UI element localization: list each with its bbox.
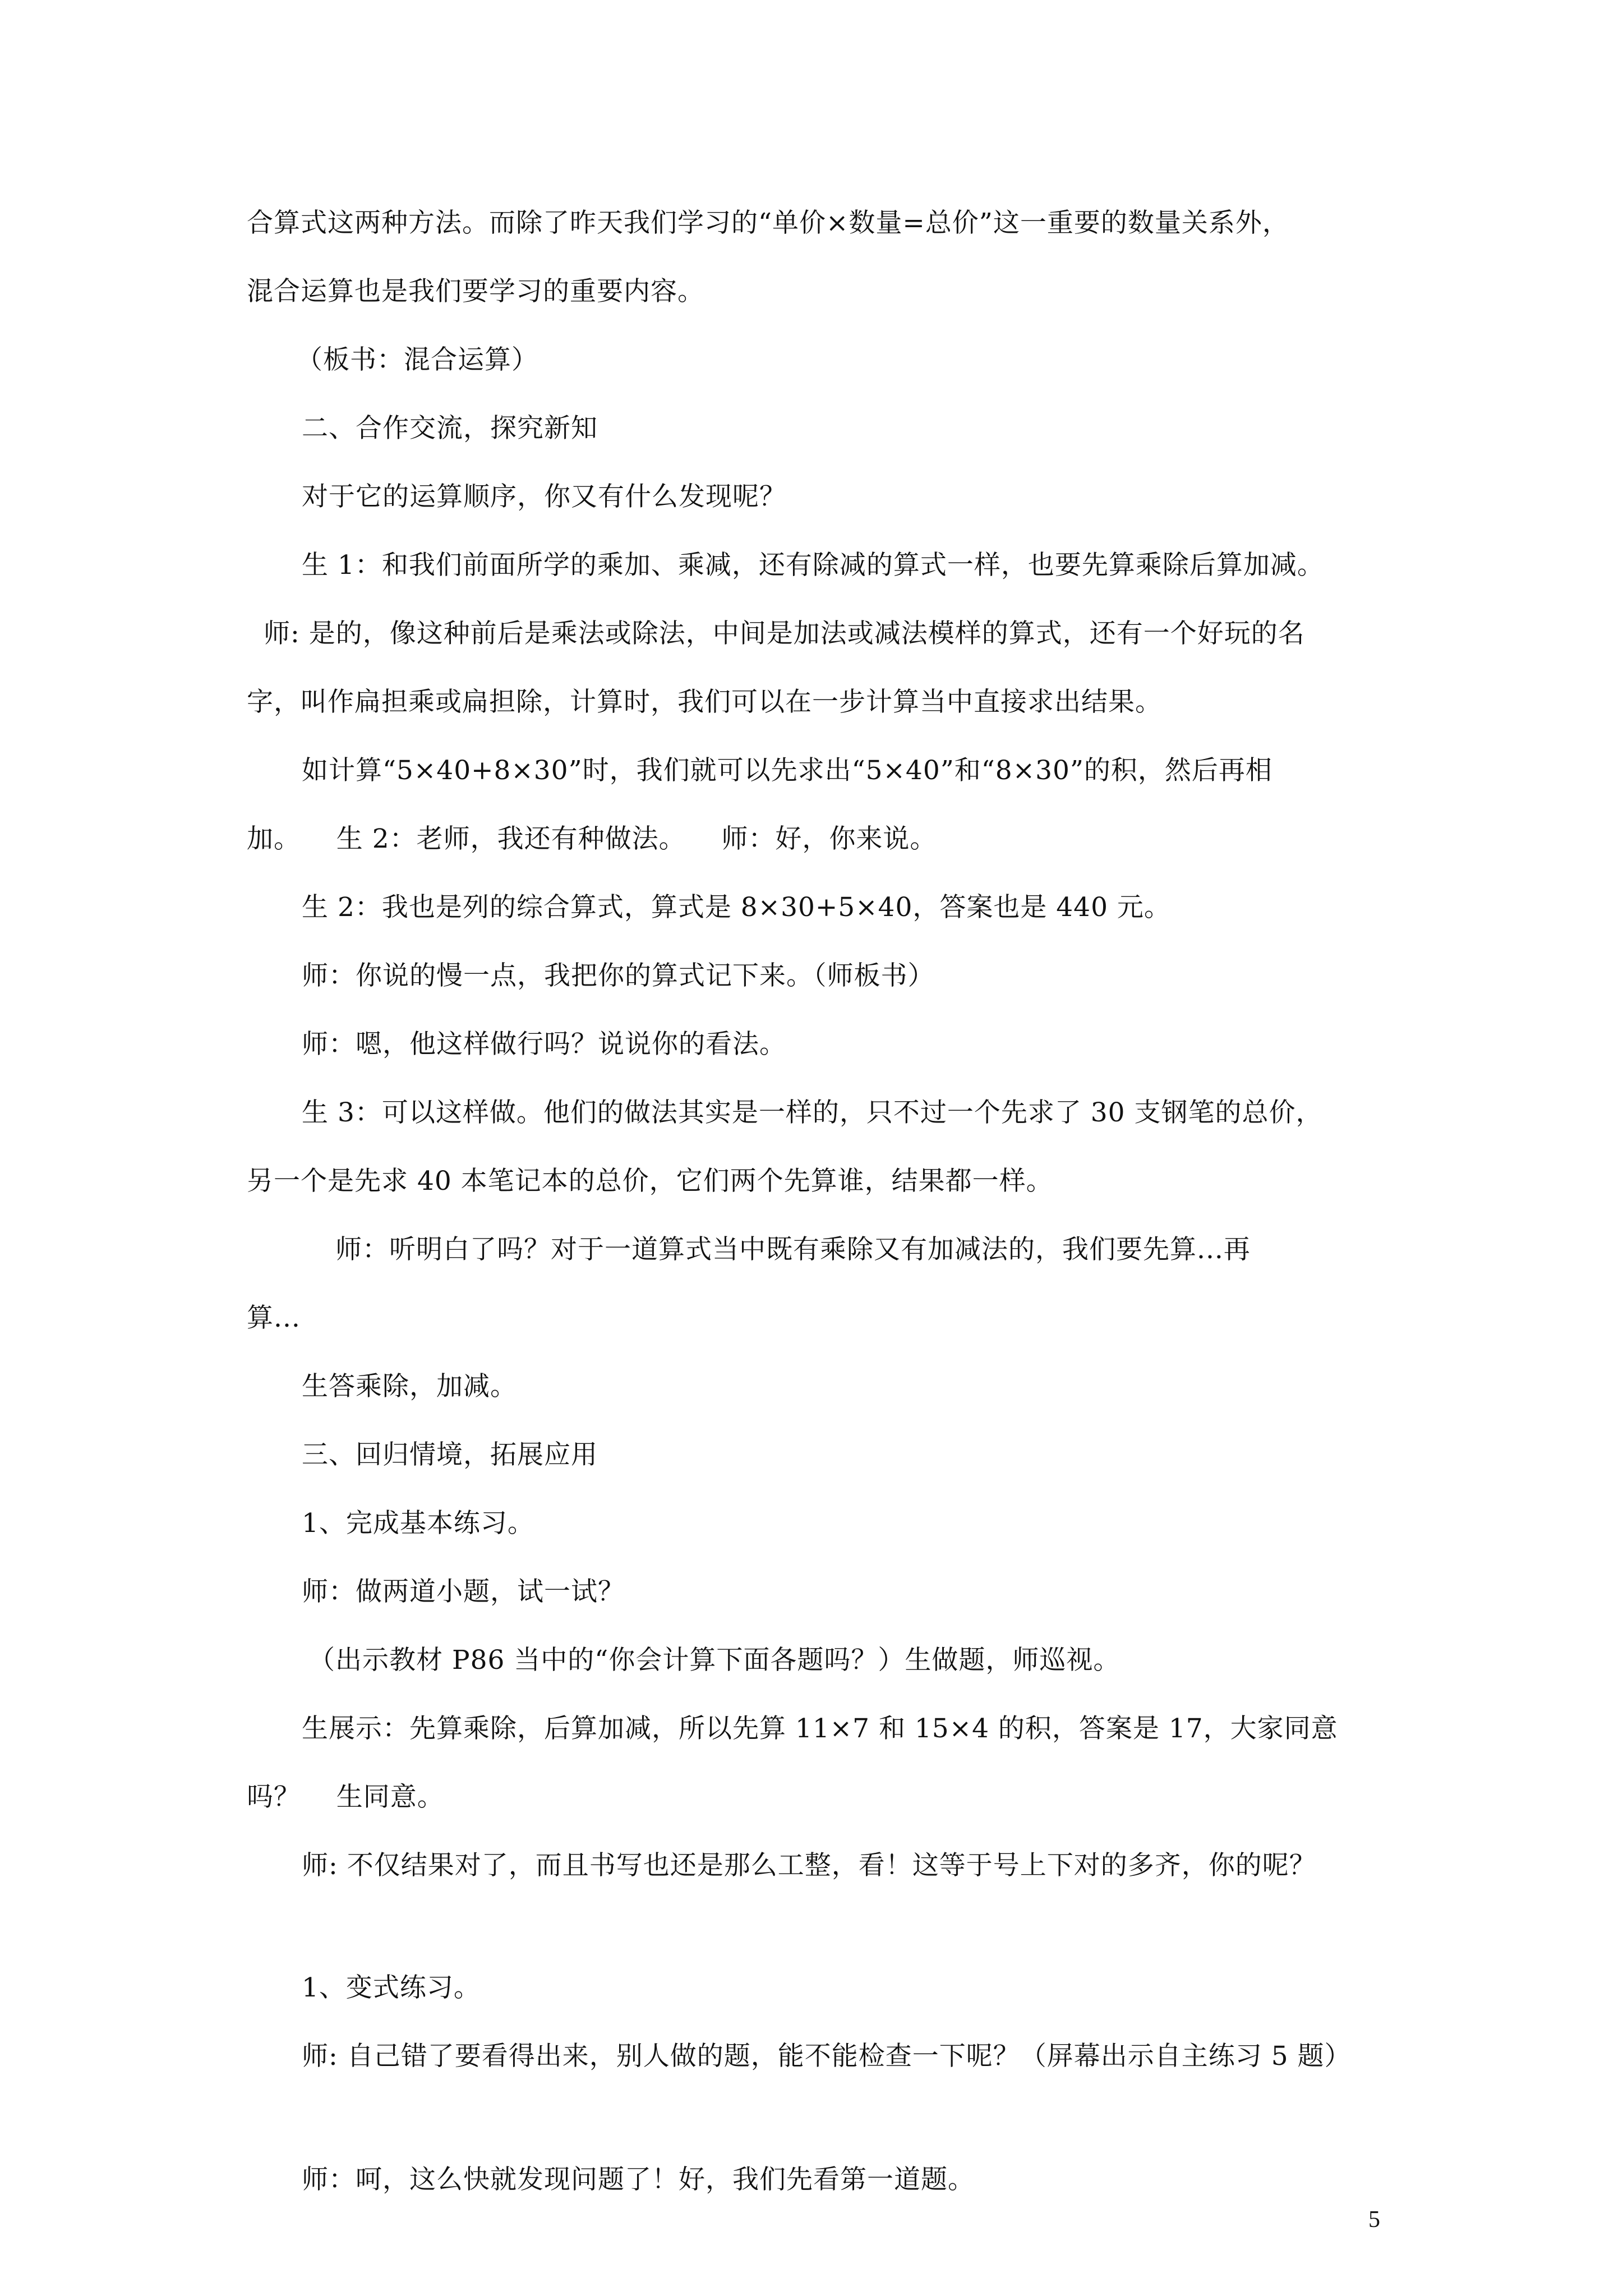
text-line-10: 加。 生 2：老师，我还有种做法。 师：好，你来说。 <box>247 823 937 854</box>
text-line-25: 师: 不仅结果对了，而且书写也还是那么工整，看！这等于号上下对的多齐，你的呢？ <box>302 1850 1316 1881</box>
text-line-23: 生展示：先算乘除，后算加减，所以先算 11×7 和 15×4 的积，答案是 17，大家同意 <box>302 1713 1338 1744</box>
text-line-1: 合算式这两种方法。而除了昨天我们学习的“单价×数量=总价”这一重要的数量关系外， <box>247 208 1289 238</box>
text-line-13: 师：嗯，他这样做行吗？说说你的看法。 <box>302 1029 786 1060</box>
text-line-14: 生 3：可以这样做。他们的做法其实是一样的，只不过一个先求了 30 支钢笔的总价， <box>302 1097 1323 1128</box>
text-line-28: 师：呵，这么快就发现问题了！好，我们先看第一道题。 <box>302 2164 975 2195</box>
text-line-15: 另一个是先求 40 本笔记本的总价，它们两个先算谁，结果都一样。 <box>247 1166 1053 1197</box>
text-line-17: 算... <box>247 1303 301 1333</box>
text-line-21: 师：做两道小题，试一试？ <box>302 1576 625 1607</box>
text-line-9: 如计算“5×40+8×30”时，我们就可以先求出“5×40”和“8×30”的积，然后再相 <box>302 755 1272 786</box>
text-line-16: 师：听明白了吗？对于一道算式当中既有乘除又有加减法的，我们要先算...再 <box>335 1234 1251 1265</box>
text-line-2: 混合运算也是我们要学习的重要内容。 <box>247 276 704 307</box>
text-line-8: 字，叫作扁担乘或扁担除，计算时，我们可以在一步计算当中直接求出结果。 <box>247 687 1162 717</box>
section-heading-3: 三、回归情境，拓展应用 <box>302 1439 598 1470</box>
text-line-3: （板书：混合运算） <box>296 344 538 375</box>
text-line-6: 生 1：和我们前面所学的乘加、乘减，还有除减的算式一样，也要先算乘除后算加减。 <box>302 550 1324 581</box>
text-line-20: 1、完成基本练习。 <box>302 1508 534 1539</box>
text-line-11: 生 2：我也是列的综合算式，算式是 8×30+5×40，答案也是 440 元。 <box>302 892 1171 923</box>
text-line-5: 对于它的运算顺序，你又有什么发现呢？ <box>302 481 786 512</box>
text-line-18: 生答乘除，加减。 <box>302 1371 517 1402</box>
page-number: 5 <box>1368 2207 1380 2233</box>
text-line-12: 师：你说的慢一点，我把你的算式记下来。（师板书） <box>302 960 935 991</box>
section-heading-2: 二、合作交流，探究新知 <box>302 413 598 444</box>
text-line-22: （出示教材 P86 当中的“你会计算下面各题吗？）生做题，师巡视。 <box>308 1645 1121 1676</box>
text-line-24: 吗？ 生同意。 <box>247 1782 444 1812</box>
text-line-7: 师: 是的，像这种前后是乘法或除法，中间是加法或减法模样的算式，还有一个好玩的名 <box>264 618 1305 649</box>
text-line-27: 师: 自己错了要看得出来，别人做的题，能不能检查一下呢？（屏幕出示自主练习 5 题） <box>302 2041 1352 2072</box>
text-line-26: 1、变式练习。 <box>302 1972 481 2003</box>
